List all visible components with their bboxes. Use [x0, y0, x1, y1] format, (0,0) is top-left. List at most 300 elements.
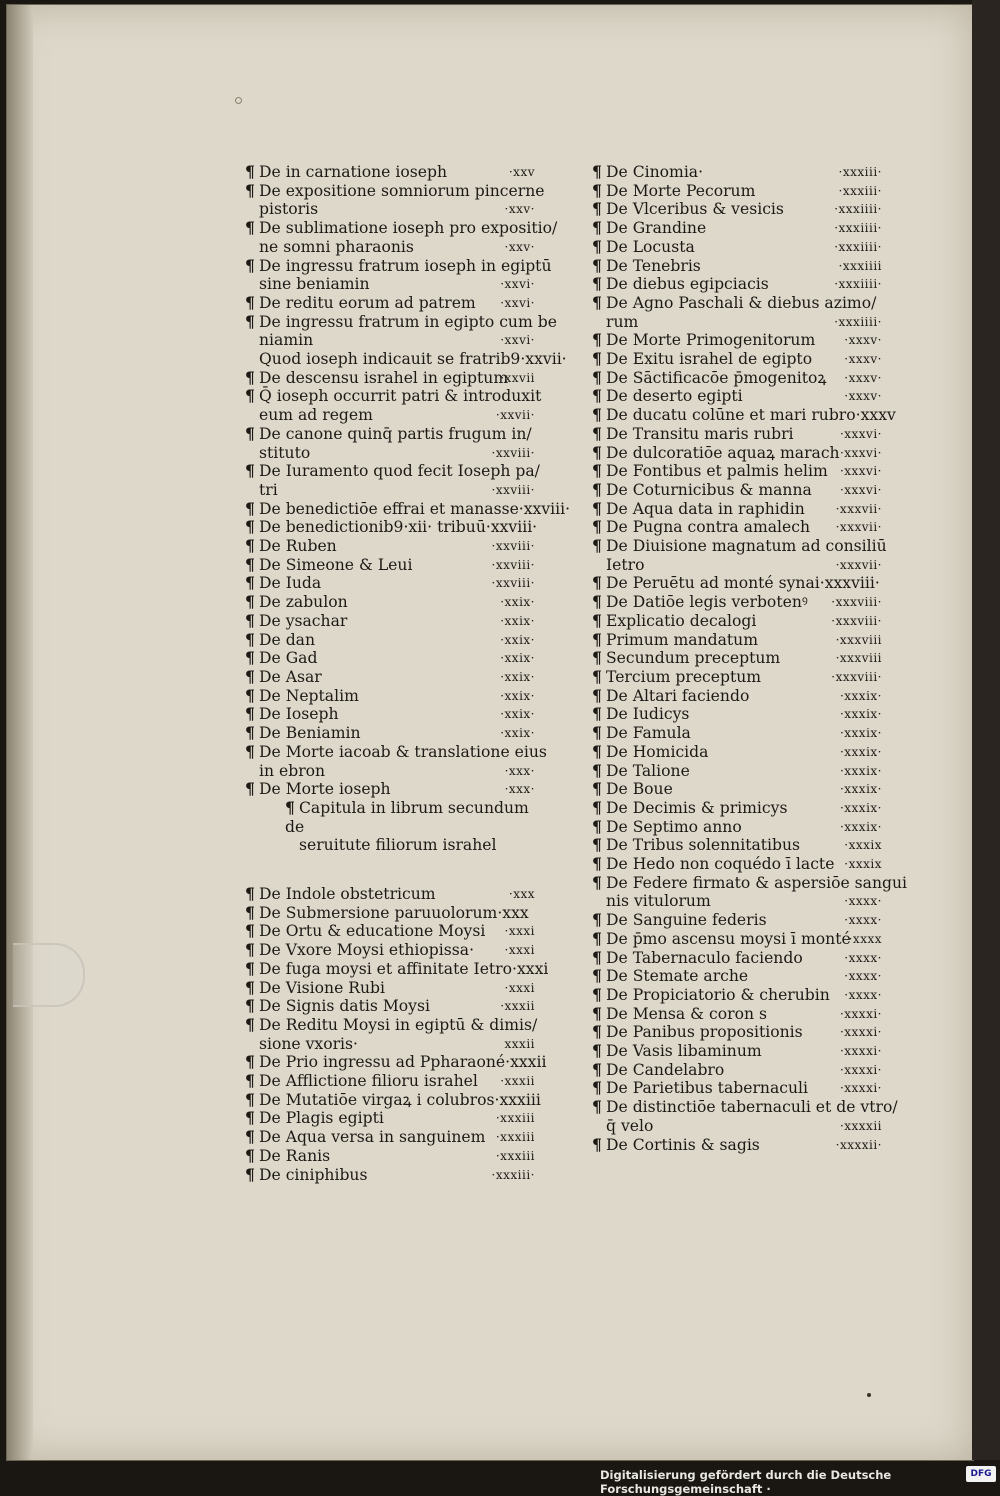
entry-title: De Agno Paschali & diebus azimo/	[606, 293, 877, 312]
entry-folio-number: ·xxviii·	[491, 482, 535, 497]
entry-title: De Hedo non coquédo ī lacte	[606, 855, 835, 874]
entry-title: nis vitulorum	[606, 892, 711, 911]
toc-entry	[592, 275, 882, 294]
entry-title: De benedictionib9·xii· tribuū·xxviii·	[259, 518, 538, 537]
toc-entry	[245, 498, 571, 519]
toc-entry	[592, 556, 882, 575]
entry-folio-number: ·xxxix·	[839, 763, 882, 778]
toc-entry	[245, 1109, 535, 1128]
entry-title: De Homicida	[606, 742, 709, 761]
toc-entry	[245, 687, 535, 706]
entry-title: De Morte Primogenitorum	[606, 331, 816, 350]
pilcrow-icon: ¶	[592, 947, 602, 967]
pilcrow-icon: ¶	[592, 405, 602, 425]
entry-title: De Visione Rubi	[259, 978, 386, 997]
pilcrow-icon: ¶	[245, 461, 255, 481]
toc-entry	[245, 255, 552, 276]
entry-folio-number: ·xxxix·	[839, 726, 882, 741]
entry-folio-number: ·xxix·	[500, 726, 535, 741]
entry-title: De Fontibus et palmis helim	[606, 462, 828, 481]
pilcrow-icon: ¶	[592, 835, 602, 855]
toc-entry	[245, 904, 535, 923]
pilcrow-icon: ¶	[245, 610, 255, 630]
entry-folio-number: ·xxxiiii	[838, 258, 882, 273]
entry-folio-number: ·xxviii·	[491, 539, 535, 554]
entry-folio-number: ·xxxv·	[844, 370, 882, 385]
entry-folio-number: ·xxxiii·	[838, 183, 882, 198]
toc-entry	[592, 350, 882, 369]
pilcrow-icon: ¶	[245, 1071, 255, 1091]
pilcrow-icon: ¶	[592, 666, 602, 686]
toc-entry	[245, 922, 535, 941]
entry-folio-number: ·xxxv·	[844, 333, 882, 348]
entry-title: De Iuda	[259, 574, 322, 593]
entry-title: De Sanguine federis	[606, 911, 767, 930]
entry-folio-number: ·xxxx	[848, 931, 882, 946]
entry-title: De descensu israhel in egiptum	[259, 368, 509, 387]
entry-title: q̄ velo	[606, 1116, 654, 1135]
pilcrow-icon: ¶	[245, 779, 255, 799]
entry-folio-number: ·xxxx·	[844, 894, 882, 909]
pilcrow-icon: ¶	[592, 367, 602, 387]
pilcrow-icon: ¶	[592, 872, 602, 892]
toc-entry	[245, 180, 545, 201]
toc-entry	[245, 481, 535, 500]
pilcrow-icon: ¶	[592, 1097, 602, 1117]
toc-entry	[592, 949, 882, 968]
dfg-logo: DFG	[966, 1466, 996, 1482]
entry-title: De Vlceribus & vesicis	[606, 200, 784, 219]
pilcrow-icon: ¶	[592, 760, 602, 780]
pilcrow-icon: ¶	[592, 1059, 602, 1079]
toc-entry	[592, 200, 882, 219]
toc-entry	[592, 799, 882, 818]
entry-title: De Beniamin	[259, 724, 361, 743]
toc-entry	[245, 885, 535, 904]
toc-entry	[592, 1061, 882, 1080]
entry-folio-number: ·xxxx·	[844, 913, 882, 928]
entry-title: De Iudicys	[606, 705, 690, 724]
entry-title: De Locusta	[606, 237, 695, 256]
entry-folio-number: ·xxxviii·	[831, 669, 882, 684]
entry-folio-number: ·xxviii·	[491, 576, 535, 591]
paper-clip-mark	[13, 943, 85, 1007]
toc-entry	[592, 294, 882, 313]
toc-entry	[245, 406, 535, 425]
toc-entry	[245, 1147, 535, 1166]
entry-title: De Indole obstetricum	[259, 885, 436, 904]
entry-folio-number: ·xxxiiii·	[834, 221, 882, 236]
toc-entry	[592, 444, 882, 463]
entry-title: De Mensa & coron s	[606, 1004, 767, 1023]
pilcrow-icon: ¶	[592, 442, 602, 462]
section-gap	[245, 855, 535, 885]
entry-title: De Altari faciendo	[606, 686, 750, 705]
entry-title: De Propiciatorio & cherubin	[606, 985, 830, 1004]
entry-folio-number: ·xxxii	[500, 999, 535, 1014]
toc-entry	[245, 218, 558, 238]
toc-entry	[245, 649, 535, 668]
pilcrow-icon: ¶	[592, 984, 602, 1004]
pilcrow-icon: ¶	[245, 685, 255, 705]
toc-entry	[592, 574, 882, 593]
entry-title: De dan	[259, 630, 316, 649]
toc-entry	[245, 461, 540, 481]
pilcrow-icon: ¶	[592, 629, 602, 649]
toc-entry	[245, 668, 535, 687]
entry-title: De Sāctificacōe p̄mogenitoꝝ	[606, 368, 827, 387]
toc-entry	[245, 593, 535, 612]
entry-title: De Asar	[259, 667, 322, 686]
entry-folio-number: ·xxxxii	[839, 1118, 882, 1133]
entry-title: De Decimis & primicys	[606, 798, 788, 817]
entry-title: De Exitu israhel de egipto	[606, 350, 813, 369]
entry-title: De Ortu & educatione Moysi	[259, 922, 486, 941]
entry-folio-number: ·xxix·	[500, 613, 535, 628]
entry-title: De p̄mo ascensu moysi ī monté	[606, 929, 851, 948]
entry-title: De Talione	[606, 761, 690, 780]
entry-title: niamin	[259, 331, 314, 350]
pilcrow-icon: ¶	[245, 536, 255, 556]
entry-title: De ingressu fratrum in egipto cum be	[259, 312, 557, 331]
pilcrow-icon: ¶	[592, 797, 602, 817]
toc-entry	[245, 958, 549, 979]
pilcrow-icon: ¶	[592, 573, 602, 593]
toc-entry	[245, 941, 535, 960]
entry-title: De ciniphibus	[259, 1165, 368, 1184]
entry-folio-number: ·xxxxi·	[839, 1081, 882, 1096]
footer-credit: Digitalisierung gefördert durch die Deutsche Forschungsgemeinschaft ·	[600, 1468, 892, 1496]
toc-entry	[245, 537, 535, 556]
entry-folio-number: ·xxxiii·	[838, 165, 882, 179]
pilcrow-icon: ¶	[592, 255, 602, 275]
toc-entry	[592, 930, 882, 949]
entry-title: De fuga moysi et affinitate Ietro·xxxi	[259, 959, 549, 978]
toc-entry	[245, 350, 567, 369]
toc-entry	[592, 743, 882, 762]
heading-line-1: Capitula in librum secundum de	[285, 798, 529, 836]
pilcrow-icon: ¶	[245, 940, 255, 960]
pilcrow-icon: ¶	[592, 423, 602, 443]
toc-entry	[592, 182, 882, 201]
entry-folio-number: ·xxxix	[844, 857, 882, 872]
pilcrow-icon: ¶	[592, 592, 602, 612]
entry-folio-number: ·xxxx·	[844, 987, 882, 1002]
entry-folio-number: ·xxviii·	[491, 445, 535, 460]
pilcrow-icon: ¶	[592, 1041, 602, 1061]
pilcrow-icon: ¶	[245, 162, 255, 181]
pilcrow-icon: ¶	[592, 479, 602, 499]
toc-entry	[592, 649, 882, 668]
pilcrow-icon: ¶	[245, 554, 255, 574]
entry-folio-number: ·xxxviii	[835, 632, 882, 647]
entry-folio-number: ·xxxviii·	[831, 595, 882, 610]
toc-entry	[245, 386, 542, 406]
toc-entry	[592, 967, 882, 986]
pilcrow-icon: ¶	[245, 921, 255, 941]
entry-title: De Grandine	[606, 219, 707, 238]
toc-entry	[245, 1035, 535, 1054]
entry-folio-number: ·xxxi	[504, 943, 535, 958]
entry-folio-number: ·xxxvii·	[835, 557, 882, 572]
toc-entry	[592, 481, 882, 500]
pilcrow-icon: ¶	[592, 1003, 602, 1023]
toc-entry	[245, 331, 535, 350]
entry-title: De expositione somniorum pincerne	[259, 181, 545, 200]
binding-margin	[7, 5, 33, 1460]
pilcrow-icon: ¶	[592, 292, 602, 312]
pilcrow-icon: ¶	[245, 1052, 255, 1072]
pilcrow-icon: ¶	[245, 367, 255, 387]
toc-entry	[592, 705, 882, 724]
entry-title: De Plagis egipti	[259, 1109, 384, 1128]
pilcrow-icon: ¶	[592, 218, 602, 238]
entry-title: De Aqua versa in sanguinem	[259, 1128, 486, 1147]
entry-folio-number: ·xxxviii·	[831, 613, 882, 628]
entry-title: De Parietibus tabernaculi	[606, 1079, 809, 1098]
entry-title: Q̄ ioseph occurrit patri & introduxit	[259, 387, 542, 406]
entry-title: De Morte ioseph	[259, 780, 391, 799]
entry-folio-number: ·xxxiiii·	[834, 277, 882, 292]
entry-title: De Vxore Moysi ethiopissa·	[259, 941, 475, 960]
toc-entry	[245, 1128, 535, 1147]
pilcrow-icon: ¶	[592, 349, 602, 369]
entry-title: De Datiōe legis verbotenꝰ	[606, 593, 808, 612]
toc-entry	[245, 574, 535, 593]
entry-title: De benedictiōe effrai et manasse·xxviii·	[259, 499, 571, 518]
entry-folio-number: ·xxxviii	[835, 651, 882, 666]
toc-entry	[592, 631, 882, 650]
pinhole-mark	[235, 97, 242, 104]
toc-entry	[245, 425, 535, 444]
entry-title: De Tenebris	[606, 256, 701, 275]
toc-entry	[245, 556, 535, 575]
toc-entry	[245, 369, 535, 388]
toc-entry	[592, 668, 882, 687]
entry-folio-number: ·xxx	[508, 887, 535, 902]
entry-title: De Tabernaculo faciendo	[606, 948, 803, 967]
toc-entry	[245, 741, 547, 762]
toc-entry	[592, 219, 882, 238]
entry-folio-number: ·xxix·	[500, 688, 535, 703]
entry-title: De Peruētu ad monté synai·xxxviii·	[606, 574, 880, 593]
entry-title: De diebus egipciacis	[606, 275, 769, 294]
entry-folio-number: ·xxvi·	[500, 277, 535, 292]
entry-folio-number: ·xxvi·	[500, 295, 535, 310]
entry-folio-number: ·xxvi·	[500, 333, 535, 348]
pilcrow-icon: ¶	[245, 1127, 255, 1147]
toc-entry	[245, 444, 535, 463]
toc-entry	[245, 294, 535, 313]
entry-title: De Morte Pecorum	[606, 181, 756, 200]
pilcrow-icon: ¶	[592, 966, 602, 986]
entry-folio-number: ·xxxv·	[844, 389, 882, 404]
entry-title: De Iuramento quod fecit Ioseph pa/	[259, 462, 540, 481]
entry-folio-number: ·xxxix	[844, 838, 882, 853]
toc-entry	[592, 855, 882, 874]
pilcrow-icon: ¶	[245, 311, 255, 331]
toc-entry	[592, 1042, 882, 1061]
entry-folio-number: ·xxxix·	[839, 800, 882, 815]
entry-title: De Famula	[606, 724, 691, 743]
entry-title: De Septimo anno	[606, 817, 742, 836]
toc-entry	[592, 313, 882, 332]
entry-folio-number: ·xxvii·	[495, 408, 535, 423]
entry-title: in ebron	[259, 761, 326, 780]
entry-title: De Pugna contra amalech	[606, 518, 811, 537]
toc-entry	[245, 780, 535, 799]
entry-folio-number: ·xxxvii·	[835, 501, 882, 516]
book-two-heading	[245, 799, 535, 855]
pilcrow-icon: ¶	[245, 218, 255, 238]
entry-folio-number: ·xxxix·	[839, 707, 882, 722]
entry-title: De Cinomia·	[606, 163, 704, 181]
entry-folio-number: ·xxxvi·	[839, 426, 882, 441]
entry-title: De in carnatione ioseph	[259, 163, 448, 181]
entry-folio-number: ·xxv·	[504, 202, 535, 217]
toc-entry	[592, 1023, 882, 1042]
entry-folio-number: ·xxxix·	[839, 819, 882, 834]
entry-folio-number: ·xxv	[508, 165, 535, 179]
pilcrow-icon: ¶	[592, 236, 602, 256]
pilcrow-icon: ¶	[245, 1145, 255, 1165]
entry-title: De ducatu colūne et mari rubro·xxxv	[606, 406, 896, 425]
toc-entry	[592, 872, 908, 893]
entry-title: stituto	[259, 443, 311, 462]
toc-entry	[592, 331, 882, 350]
pilcrow-icon: ¶	[592, 704, 602, 724]
pilcrow-icon: ¶	[245, 977, 255, 997]
toc-entry	[592, 387, 882, 406]
toc-entry	[592, 405, 896, 425]
entry-title: De sublimatione ioseph pro expositio/	[259, 219, 558, 238]
pilcrow-icon: ¶	[245, 704, 255, 724]
entry-title: De Ioseph	[259, 705, 339, 724]
entry-title: De Reditu Moysi in egiptū & dimis/	[259, 1015, 538, 1034]
entry-title: De Panibus propositionis	[606, 1023, 803, 1042]
pilcrow-icon: ¶	[245, 517, 255, 537]
pilcrow-icon: ¶	[285, 797, 295, 817]
entry-title: De Neptalim	[259, 686, 359, 705]
entry-folio-number: ·xxix·	[500, 651, 535, 666]
pilcrow-icon: ¶	[245, 292, 255, 312]
toc-entry	[245, 762, 535, 781]
pilcrow-icon: ¶	[592, 928, 602, 948]
pilcrow-icon: ¶	[592, 1022, 602, 1042]
entry-title: De Coturnicibus & manna	[606, 480, 812, 499]
entry-title: pistoris	[259, 200, 319, 219]
entry-folio-number: ·xxxiii	[495, 1111, 535, 1126]
pilcrow-icon: ¶	[592, 180, 602, 200]
toc-entry	[592, 911, 882, 930]
right-column	[592, 162, 908, 1154]
entry-folio-number: ·xxix·	[500, 669, 535, 684]
entry-title: De reditu eorum ad patrem	[259, 293, 476, 312]
entry-folio-number: ·xxxx·	[844, 969, 882, 984]
pilcrow-icon: ¶	[592, 741, 602, 761]
entry-title: De Morte iacoab & translatione eius	[259, 742, 547, 761]
pilcrow-icon: ¶	[245, 1108, 255, 1128]
pilcrow-icon: ¶	[592, 723, 602, 743]
toc-entry	[592, 687, 882, 706]
entry-title: De Submersione paruuolorum·xxx	[259, 903, 529, 922]
entry-folio-number: ·xxxvi·	[839, 445, 882, 460]
entry-folio-number: ·xxxxi·	[839, 1062, 882, 1077]
pilcrow-icon: ¶	[245, 498, 255, 518]
entry-folio-number: ·xxix·	[500, 595, 535, 610]
entry-folio-number: ·xxxix·	[839, 782, 882, 797]
entry-title: De Vasis libaminum	[606, 1042, 762, 1061]
toc-entry	[592, 1136, 882, 1155]
toc-entry	[592, 462, 882, 481]
toc-entry	[245, 238, 535, 257]
pilcrow-icon: ¶	[245, 255, 255, 275]
entry-folio-number: ·xxvii	[500, 370, 535, 385]
entry-title: De zabulon	[259, 593, 348, 612]
entry-title: De dulcoratiōe aquaꝝ marach	[606, 443, 840, 462]
entry-title: De canone quinq̄ partis frugum in/	[259, 424, 532, 443]
toc-entry	[245, 724, 535, 743]
entry-folio-number: ·xxxiii	[495, 1148, 535, 1163]
entry-title: De Ranis	[259, 1146, 331, 1165]
entry-title: De Simeone & Leui	[259, 555, 413, 574]
toc-entry	[245, 997, 535, 1016]
pilcrow-icon: ¶	[592, 536, 602, 556]
toc-entry	[245, 705, 535, 724]
entry-title: sione vxoris·	[259, 1034, 358, 1053]
entry-folio-number: ·xxxvi·	[839, 482, 882, 497]
entry-folio-number: ·xxx·	[504, 782, 535, 797]
entry-title: De ysachar	[259, 611, 348, 630]
pilcrow-icon: ¶	[245, 180, 255, 200]
toc-entry	[592, 818, 882, 837]
pilcrow-icon: ¶	[245, 423, 255, 443]
toc-entry	[592, 836, 882, 855]
toc-entry	[245, 1014, 538, 1035]
entry-title: De Diuisione magnatum ad consiliū	[606, 537, 887, 556]
entry-title: Tercium preceptum	[606, 667, 762, 686]
entry-folio-number: ·xxxvii·	[835, 520, 882, 535]
pilcrow-icon: ¶	[592, 461, 602, 481]
pilcrow-icon: ¶	[245, 648, 255, 668]
entry-title: rum	[606, 312, 639, 331]
entry-title: Ietro	[606, 555, 645, 574]
toc-entry	[592, 986, 882, 1005]
toc-entry	[592, 425, 882, 444]
toc-entry	[245, 1072, 535, 1091]
pilcrow-icon: ¶	[592, 1078, 602, 1098]
entry-title: De Federe firmato & aspersiōe sangui	[606, 873, 908, 892]
entry-title: De deserto egipti	[606, 387, 743, 406]
entry-title: De Cortinis & sagis	[606, 1135, 760, 1154]
pilcrow-icon: ¶	[245, 629, 255, 649]
pilcrow-icon: ¶	[592, 498, 602, 518]
toc-entry	[592, 536, 887, 556]
entry-title: De Ruben	[259, 537, 337, 556]
document-page	[6, 4, 974, 1461]
entry-folio-number: ·xxxv·	[844, 352, 882, 367]
pilcrow-icon: ¶	[245, 958, 255, 978]
entry-folio-number: ·xxviii·	[491, 557, 535, 572]
entry-title: De Aqua data in raphidin	[606, 499, 805, 518]
entry-folio-number: ·xxxiiii·	[834, 314, 882, 329]
pilcrow-icon: ¶	[245, 1089, 255, 1109]
toc-entry	[592, 724, 882, 743]
pilcrow-icon: ¶	[592, 685, 602, 705]
entry-title: De Mutatiōe virgaꝝ i colubros·xxxiii	[259, 1090, 541, 1109]
entry-folio-number: ·xxix·	[500, 632, 535, 647]
toc-entry	[592, 1097, 898, 1117]
